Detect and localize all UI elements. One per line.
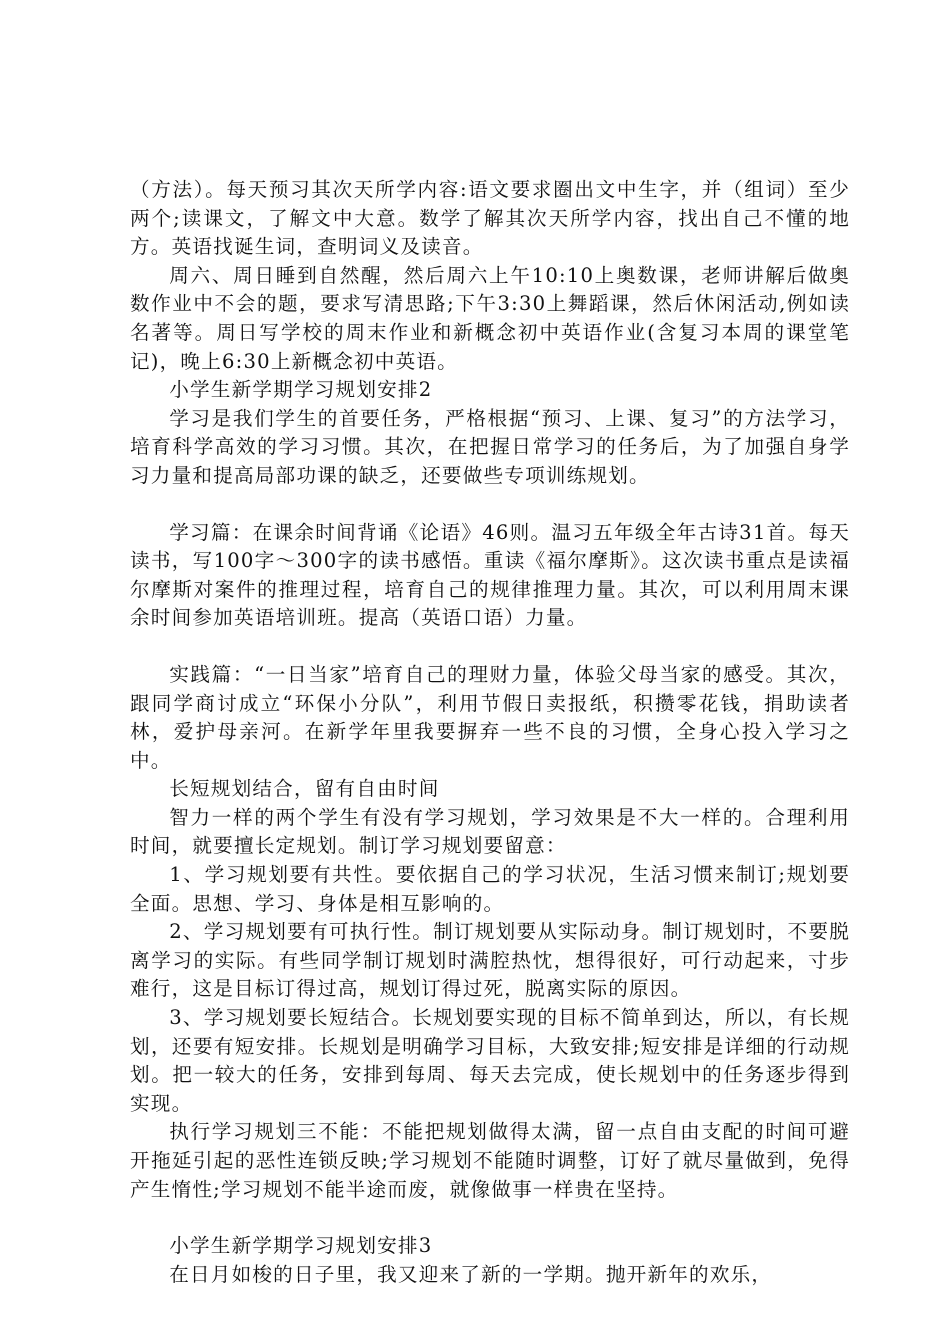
- paragraph-method: （方法）。每天预习其次天所学内容:语文要求圈出文中生字，并（组词）至少两个;读课文，了解文中大意。数学了解其次天所学内容，找出自己不懂的地方。英语找诞生词，查明词义及读音。: [130, 178, 850, 259]
- section-heading-long-short: 长短规划结合，留有自由时间: [169, 777, 440, 801]
- paragraph-gap: [130, 1204, 850, 1232]
- paragraph-study-section: 学习篇：在课余时间背诵《论语》46则。温习五年级全年古诗31首。每天读书，写100字～300字的读书感悟。重读《福尔摩斯》。这次读书重点是读福尔摩斯对案件的推理过程，培育自己的规律推理力量。其次，可以利用周末课余时间参加英语培训班。提高（英语口语）力量。: [130, 520, 850, 630]
- paragraph-three-nots: 执行学习规划三不能：不能把规划做得太满，留一点自由支配的时间可避开拖延引起的恶性连锁反映;学习规划不能随时调整，订好了就尽量做到，免得产生惰性;学习规划不能半途而废，就像做事一样贵在坚持。: [130, 1120, 850, 1201]
- paragraph-gap: [130, 491, 850, 519]
- paragraph-practice-section: 实践篇：“一日当家”培育自己的理财力量，体验父母当家的感受。其次，跟同学商讨成立“环保小分队”，利用节假日卖报纸，积攒零花钱，捐助读者林，爱护母亲河。在新学年里我要摒弃一些不良的习惯，全身心投入学习之中。: [130, 662, 850, 772]
- section-heading-plan-3: 小学生新学期学习规划安排3: [169, 1234, 433, 1258]
- paragraph-intelligence: 智力一样的两个学生有没有学习规划，学习效果是不大一样的。合理利用时间，就要擅长定规划。制订学习规划要留意：: [130, 805, 850, 858]
- section-heading-plan-2: 小学生新学期学习规划安排2: [169, 378, 433, 402]
- document-page: [130, 176, 850, 1289]
- paragraph-gap: [130, 633, 850, 661]
- paragraph-weekend: 周六、周日睡到自然醒，然后周六上午10:10上奥数课，老师讲解后做奥数作业中不会的题，要求写清思路;下午3:30上舞蹈课，然后休闲活动,例如读名著等。周日写学校的周末作业和新概念初中英语作业(含复习本周的课堂笔记)，晚上6:30上新概念初中英语。: [130, 263, 850, 373]
- paragraph-study-task: 学习是我们学生的首要任务，严格根据“预习、上课、复习”的方法学习，培育科学高效的学习习惯。其次，在把握日常学习的任务后，为了加强自身学习力量和提高局部功课的缺乏，还要做些专项训练规划。: [130, 406, 850, 487]
- paragraph-new-semester: 在日月如梭的日子里，我又迎来了新的一学期。抛开新年的欢乐，: [169, 1262, 773, 1286]
- paragraph-point-3: 3、学习规划要长短结合。长规划要实现的目标不简单到达，所以，有长规划，还要有短安排。长规划是明确学习目标，大致安排;短安排是详细的行动规划。把一较大的任务，安排到每周、每天去完成，使长规划中的任务逐步得到实现。: [130, 1006, 850, 1115]
- paragraph-point-1: 1、学习规划要有共性。要依据自己的学习状况，生活习惯来制订;规划要全面。思想、学习、身体是相互影响的。: [130, 863, 850, 915]
- paragraph-point-2: 2、学习规划要有可执行性。制订规划要从实际动身。制订规划时，不要脱离学习的实际。有些同学制订规划时满腔热忱，想得很好，可行动起来，寸步难行，这是目标订得过高，规划订得过死，脱离实际的原因。: [130, 920, 850, 1001]
